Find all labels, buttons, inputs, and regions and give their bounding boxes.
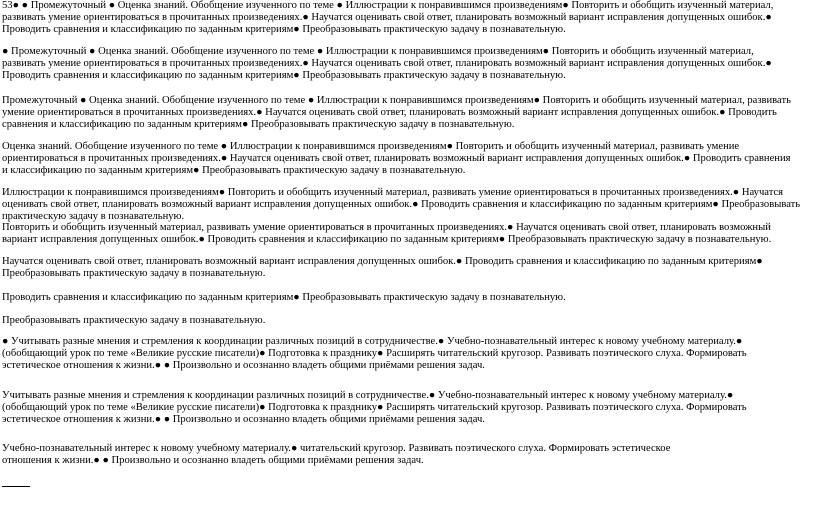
paragraph-2: ● Промежуточный ● Оценка знаний. Обобщение изученного по теме ● Иллюстрации к понравившимся произведениям● Повторить и обобщить изученный материал, развивать умение ориентироваться в прочитанных произведениях.● Научатся оценивать свой ответ, планировать возможный вариант исправления допущенных ошибок.● Проводить сравнения и классификацию по заданным критериям● Преобразовывать практическую задачу в познавательную. [2,46,772,81]
paragraph-10: ● Учитывать разные мнения и стремления к координации различных позиций в сотрудничестве.● Учебно-познавательный интерес к новому учебному материалу.● (обобщающий урок по теме «Великие русские писатели)● Подготовка к празднику● Расширять читательский кругозор. Развивать поэтического слуха. Формировать эстетическое отношения к жизни.● ● Произвольно и осознанно владеть общими приёмами решения задач. [2,336,747,371]
footnote-separator [2,486,30,487]
paragraph-5: Иллюстрации к понравившимся произведениям● Повторить и обобщить изученный материал, развивать умение ориентироваться в прочитанных произведениях.● Научатся оценивать свой ответ, планировать возможный вариант исправления допущенных ошибок.● Проводить сравнения и классификацию по заданным критериям● Преобразовывать практическую задачу в познавательную. [2,187,801,222]
paragraph-12: Учебно-познавательный интерес к новому учебному материалу.● читательский кругозор. Развивать поэтического слуха. Формировать эстетическое отношения к жизни.● ● Произвольно и осознанно владеть общими приёмами решения задач. [2,443,671,466]
paragraph-1: 53● ● Промежуточный ● Оценка знаний. Обобщение изученного по теме ● Иллюстрации к понравившимся произведениям● Повторить и обобщить изученный материал, развивать умение ориентироваться в прочитанных произведениях.● Научатся оценивать свой ответ, планировать возможный вариант исправления допущенных ошибок.● Проводить сравнения и классификацию по заданным критериям● Преобразовывать практическую задачу в познавательную. [2,0,774,35]
paragraph-11: Учитывать разные мнения и стремления к координации различных позиций в сотрудничестве.● Учебно-познавательный интерес к новому учебному материалу.● (обобщающий урок по теме «Великие русские писатели)● Подготовка к празднику● Расширять читательский кругозор. Развивать поэтического слуха. Формировать эстетическое отношения к жизни.● ● Произвольно и осознанно владеть общими приёмами решения задач. [2,390,747,425]
paragraph-3: Промежуточный ● Оценка знаний. Обобщение изученного по теме ● Иллюстрации к понравившимся произведениям● Повторить и обобщить изученный материал, развивать умение ориентироваться в прочитанных произведениях.● Научатся оценивать свой ответ, планировать возможный вариант исправления допущенных ошибок.● Проводить сравнения и классификацию по заданным критериям● Преобразовывать практическую задачу в познавательную. [2,95,791,130]
paragraph-9: Преобразовывать практическую задачу в познавательную. [2,315,266,326]
paragraph-6: Повторить и обобщить изученный материал, развивать умение ориентироваться в прочитанных произведениях.● Научатся оценивать свой ответ, планировать возможный вариант исправления допущенных ошибок.● Проводить сравнения и классификацию по заданным критериям● Преобразовывать практическую задачу в познавательную. [2,222,772,245]
paragraph-4: Оценка знаний. Обобщение изученного по теме ● Иллюстрации к понравившимся произведениям● Повторить и обобщить изученный материал, развивать умение ориентироваться в прочитанных произведениях.● Научатся оценивать свой ответ, планировать возможный вариант исправления допущенных ошибок.● Проводить сравнения и классификацию по заданным критериям● Преобразовывать практическую задачу в познавательную. [2,141,791,176]
paragraph-7: Научатся оценивать свой ответ, планировать возможный вариант исправления допущенных ошибок.● Проводить сравнения и классификацию по заданным критериям● Преобразовывать практическую задачу в познавательную. [2,256,763,279]
paragraph-8: Проводить сравнения и классификацию по заданным критериям● Преобразовывать практическую задачу в познавательную. [2,292,566,303]
